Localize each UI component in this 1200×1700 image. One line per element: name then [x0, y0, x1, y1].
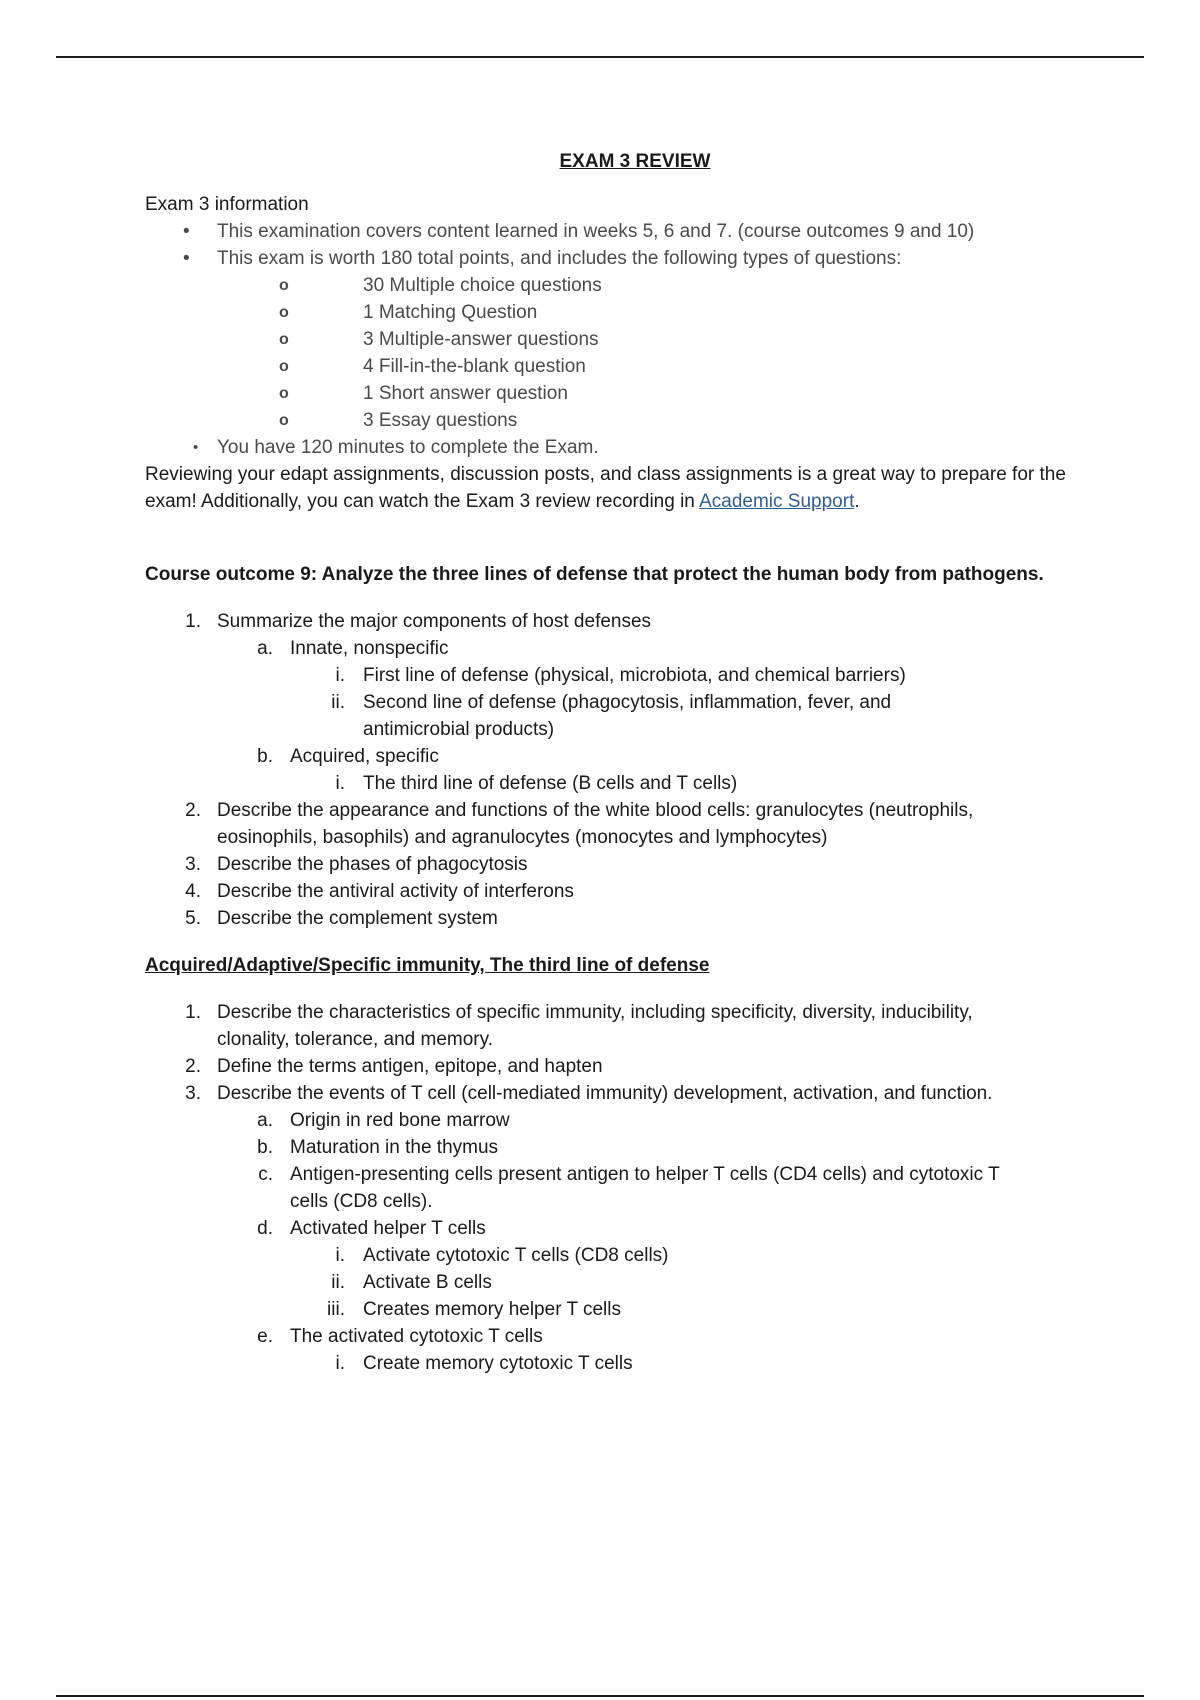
question-type-item: o 3 Essay questions: [145, 407, 1095, 434]
list-item: c. Antigen-presenting cells present antigen to helper T cells (CD4 cells) and cytotoxic T cells (CD8 cells).: [258, 1164, 1000, 1212]
list-item: 3. Describe the phases of phagocytosis: [185, 854, 528, 875]
circle-bullet-icon: o: [279, 358, 289, 375]
bottom-rule: [56, 1695, 1144, 1697]
list-item: d. Activated helper T cells: [257, 1218, 486, 1239]
list-item: i. Activate cytotoxic T cells (CD8 cells): [335, 1245, 669, 1266]
list-item: ii. Activate B cells: [331, 1272, 492, 1293]
list-item: a. Origin in red bone marrow: [257, 1110, 510, 1131]
list-item: a. Innate, nonspecific: [257, 638, 449, 659]
circle-bullet-icon: o: [279, 304, 289, 321]
review-paragraph: Reviewing your edapt assignments, discussion posts, and class assignments is a great way to prepare for the exam! Additionally, you can watch the Exam 3 review recording in Academic Support.: [145, 464, 1066, 512]
info-bullet: • This examination covers content learned in weeks 5, 6 and 7. (course outcomes 9 and 10): [145, 218, 1095, 245]
bullet-icon: •: [183, 248, 190, 269]
list-item: 5. Describe the complement system: [185, 908, 498, 929]
info-heading: Exam 3 information: [145, 194, 309, 215]
outcome-9-heading: Course outcome 9: Analyze the three lines of defense that protect the human body from pathogens.: [145, 564, 1044, 585]
question-type-item: o 30 Multiple choice questions: [145, 272, 1095, 299]
list-item: i. First line of defense (physical, microbiota, and chemical barriers): [335, 665, 906, 686]
question-type-item: o 3 Multiple-answer questions: [145, 326, 1095, 353]
list-item: iii. Creates memory helper T cells: [327, 1299, 622, 1320]
question-type-item: o 1 Matching Question: [145, 299, 1095, 326]
list-item: ii. Second line of defense (phagocytosis, inflammation, fever, and antimicrobial products): [331, 692, 892, 740]
circle-bullet-icon: o: [279, 277, 289, 294]
list-item: b. Acquired, specific: [257, 746, 439, 767]
document-page: [145, 148, 1095, 1377]
acquired-immunity-heading: Acquired/Adaptive/Specific immunity, The third line of defense: [145, 955, 710, 976]
list-item: i. Create memory cytotoxic T cells: [335, 1353, 633, 1374]
list-item: 2. Describe the appearance and functions of the white blood cells: granulocytes (neutrophils, eosinophils, basophils) and agranulocytes (monocytes and lymphocytes): [185, 800, 974, 848]
list-item: 1. Describe the characteristics of specific immunity, including specificity, diversity, inducibility, clonality, tolerance, and memory.: [185, 1002, 973, 1050]
circle-bullet-icon: o: [279, 331, 289, 348]
bullet-icon: •: [193, 439, 199, 456]
list-item: 4. Describe the antiviral activity of interferons: [185, 881, 574, 902]
circle-bullet-icon: o: [279, 385, 289, 402]
page-title: EXAM 3 REVIEW: [559, 151, 711, 172]
question-type-item: o 4 Fill-in-the-blank question: [145, 353, 1095, 380]
bullet-icon: •: [183, 221, 190, 242]
list-item: i. The third line of defense (B cells and T cells): [335, 773, 738, 794]
circle-bullet-icon: o: [279, 412, 289, 429]
question-type-item: o 1 Short answer question: [145, 380, 1095, 407]
academic-support-link[interactable]: Academic Support: [699, 491, 855, 512]
list-item: e. The activated cytotoxic T cells: [257, 1326, 543, 1347]
list-item: 3. Describe the events of T cell (cell-mediated immunity) development, activation, and function.: [185, 1083, 993, 1104]
info-bullet: • This exam is worth 180 total points, and includes the following types of questions:: [145, 245, 1095, 272]
list-item: b. Maturation in the thymus: [257, 1137, 499, 1158]
time-bullet: • You have 120 minutes to complete the Exam.: [145, 434, 1095, 461]
list-item: 1. Summarize the major components of host defenses: [185, 611, 652, 632]
top-rule: [56, 56, 1144, 58]
list-item: 2. Define the terms antigen, epitope, and hapten: [185, 1056, 603, 1077]
